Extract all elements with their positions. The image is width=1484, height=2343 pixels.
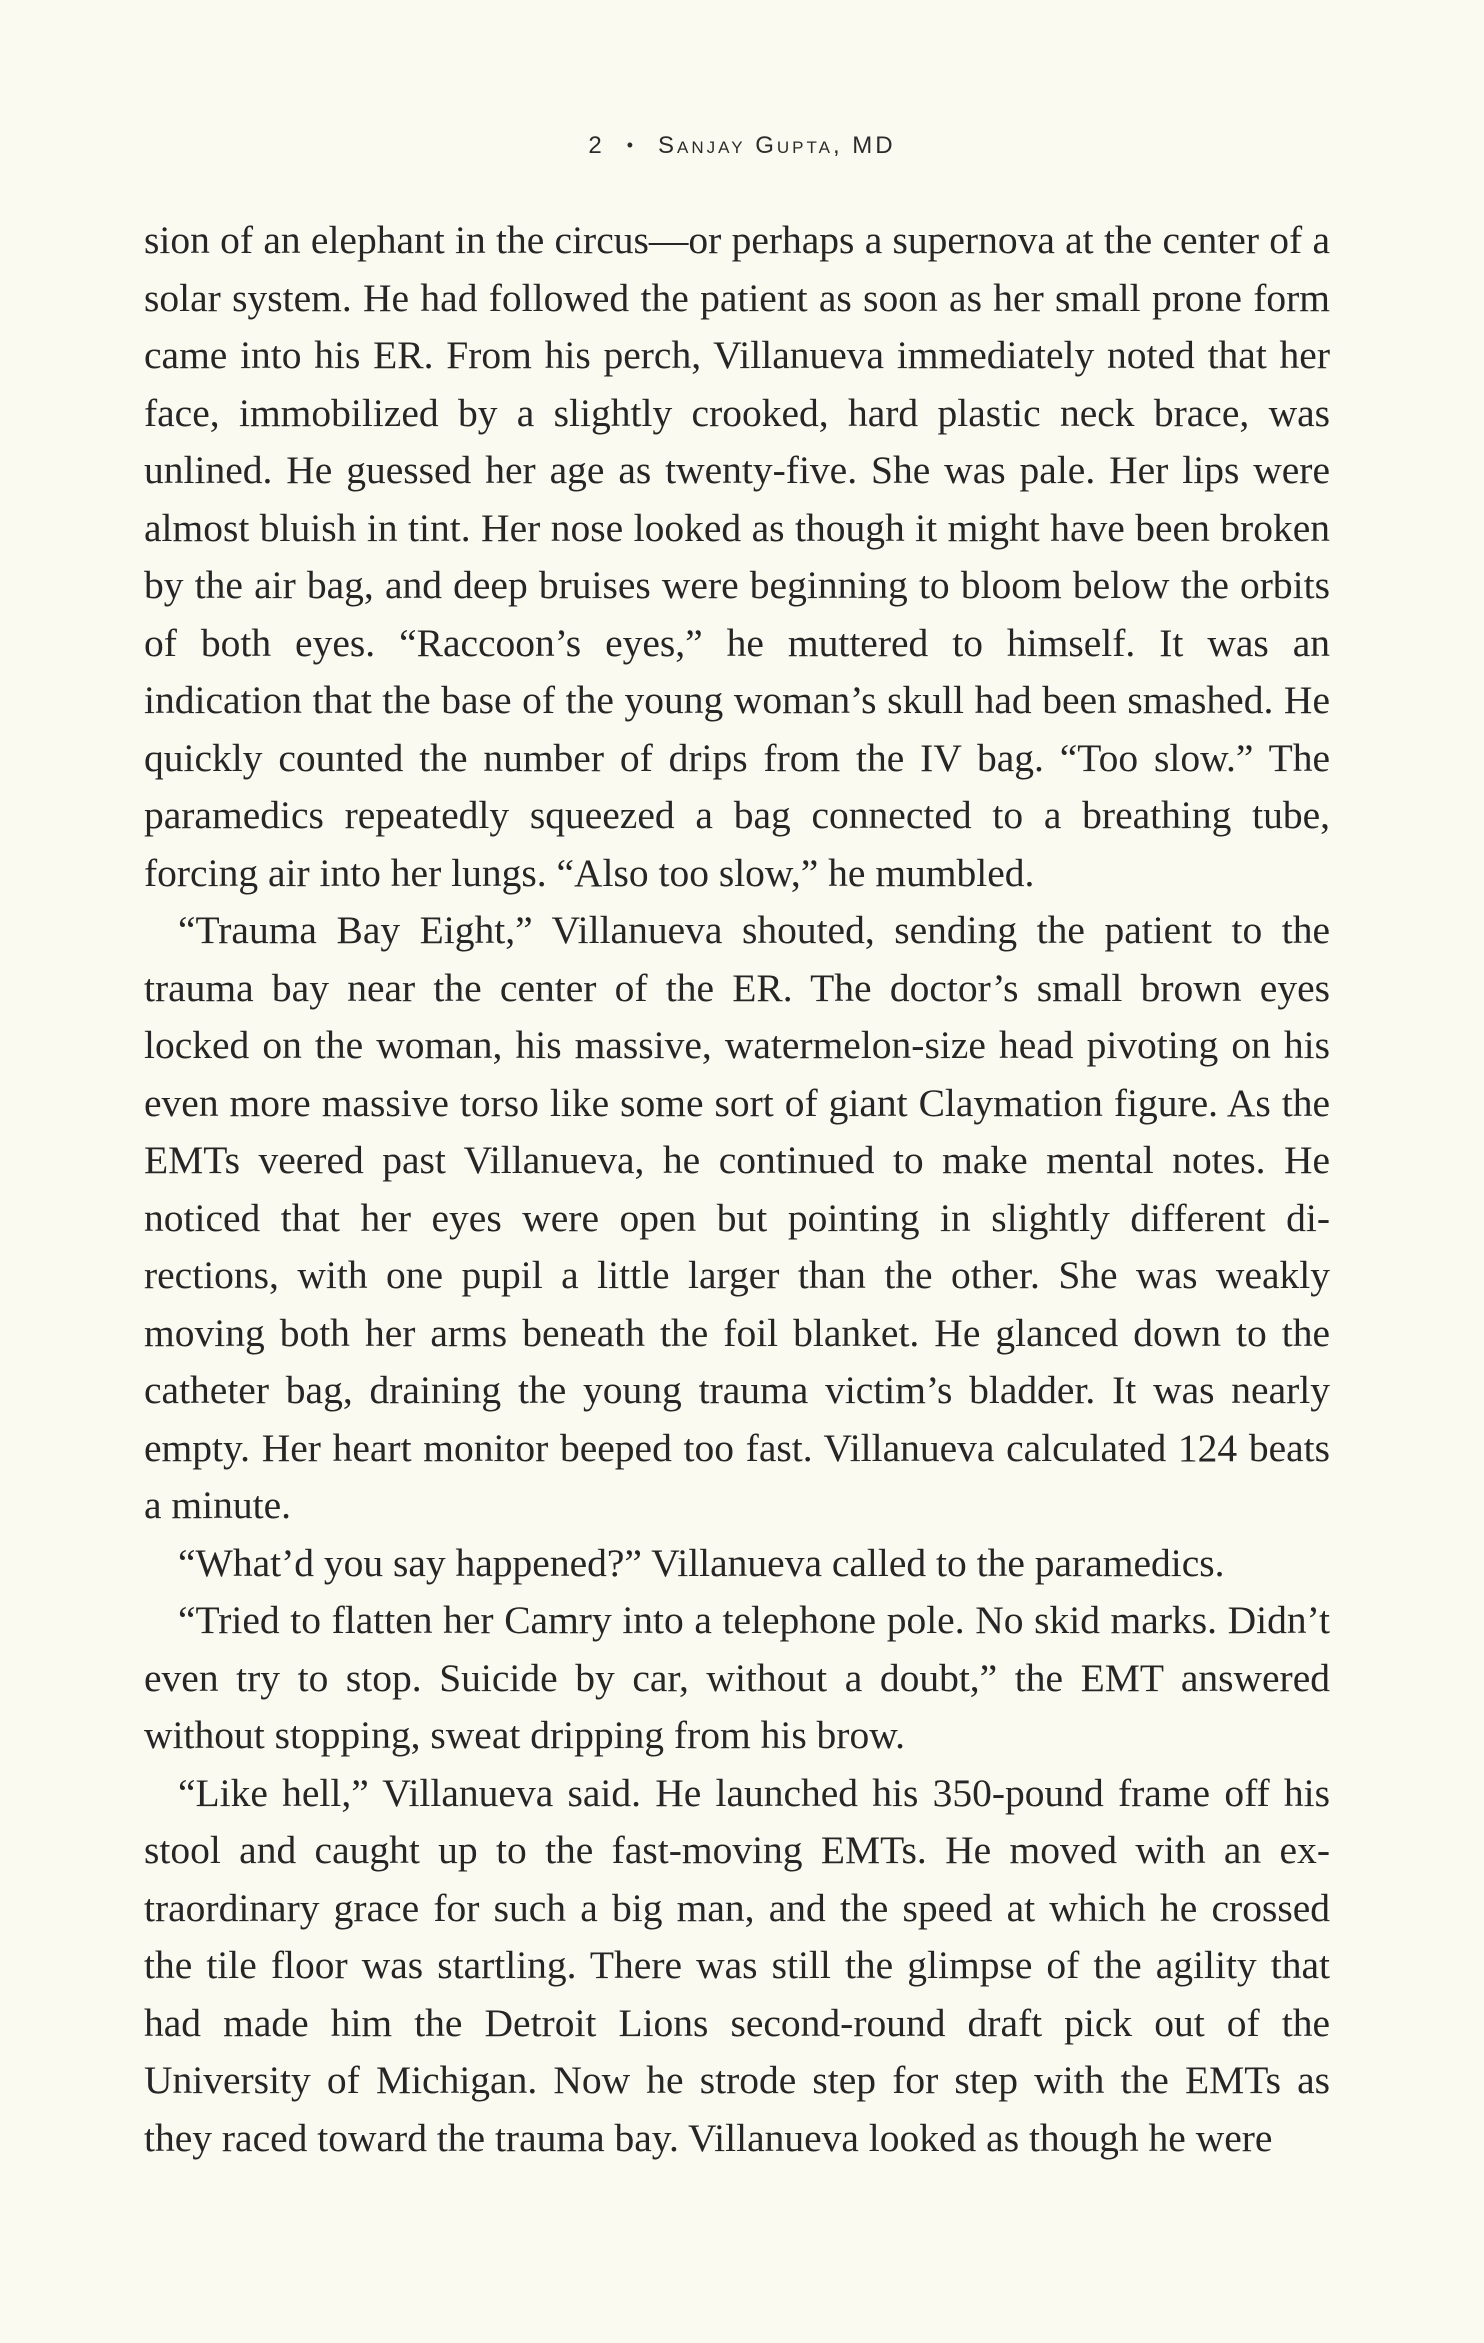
paragraph: “What’d you say happened?” Villanueva called to the paramedics. <box>178 1540 1225 1585</box>
running-head <box>0 132 1484 160</box>
paragraph: “Like hell,” Villanueva said. He launched his 350-pound frame off his stool and caught up to the fast-moving EMTs. He moved with an extraordinary grace for such a big man, and the speed at which he crossed the tile floor was startling. There was still the glimpse of the agility that had made him the Detroit Lions second-round draft pick out of the University of Michigan. Now he strode step for step with the EMTs as they raced toward the trauma bay. Villanueva looked as though he were <box>144 1770 1330 2160</box>
separator-bullet: • <box>626 135 637 155</box>
paragraph: “Tried to flatten her Camry into a telephone pole. No skid marks. Didn’t even try to stop. Suicide by car, without a doubt,” the EMT answered without stopping, sweat dripping from his brow. <box>144 1598 1330 1757</box>
paragraph-continued: sion of an elephant in the circus—or perhaps a supernova at the center of a solar system. He had followed the patient as soon as her small prone form came into his ER. From his perch, Villanueva immediately noted that her face, immobilized by a slightly crooked, hard plastic neck brace, was unlined. He guessed her age as twenty-five. She was pale. Her lips were almost bluish in tint. Her nose looked as though it might have been broken by the air bag, and deep bruises were beginning to bloom below the orbits of both eyes. “Raccoon’s eyes,” he muttered to himself. It was an indication that the base of the young woman’s skull had been smashed. He quickly counted the number of drips from the IV bag. “Too slow.” The paramedics repeatedly squeezed a bag connected to a breathing tube, forcing air into her lungs. “Also too slow,” he mumbled. <box>144 218 1330 895</box>
body-text <box>144 212 1330 2167</box>
author-name: Sanjay Gupta, MD <box>658 132 896 159</box>
paragraph: “Trauma Bay Eight,” Villanueva shouted, sending the patient to the trauma bay near the center of the ER. The doctor’s small brown eyes locked on the woman, his massive, watermelon-size head pivoting on his even more massive torso like some sort of giant Claymation figure. As the EMTs veered past Villanueva, he continued to make mental notes. He noticed that her eyes were open but pointing in slightly different directions, with one pupil a little larger than the other. She was weakly moving both her arms beneath the foil blanket. He glanced down to the catheter bag, draining the young trauma victim’s bladder. It was nearly empty. Her heart monitor beeped too fast. Villanueva calculated 124 beats a minute. <box>144 908 1330 1527</box>
page-number: 2 <box>588 132 605 159</box>
